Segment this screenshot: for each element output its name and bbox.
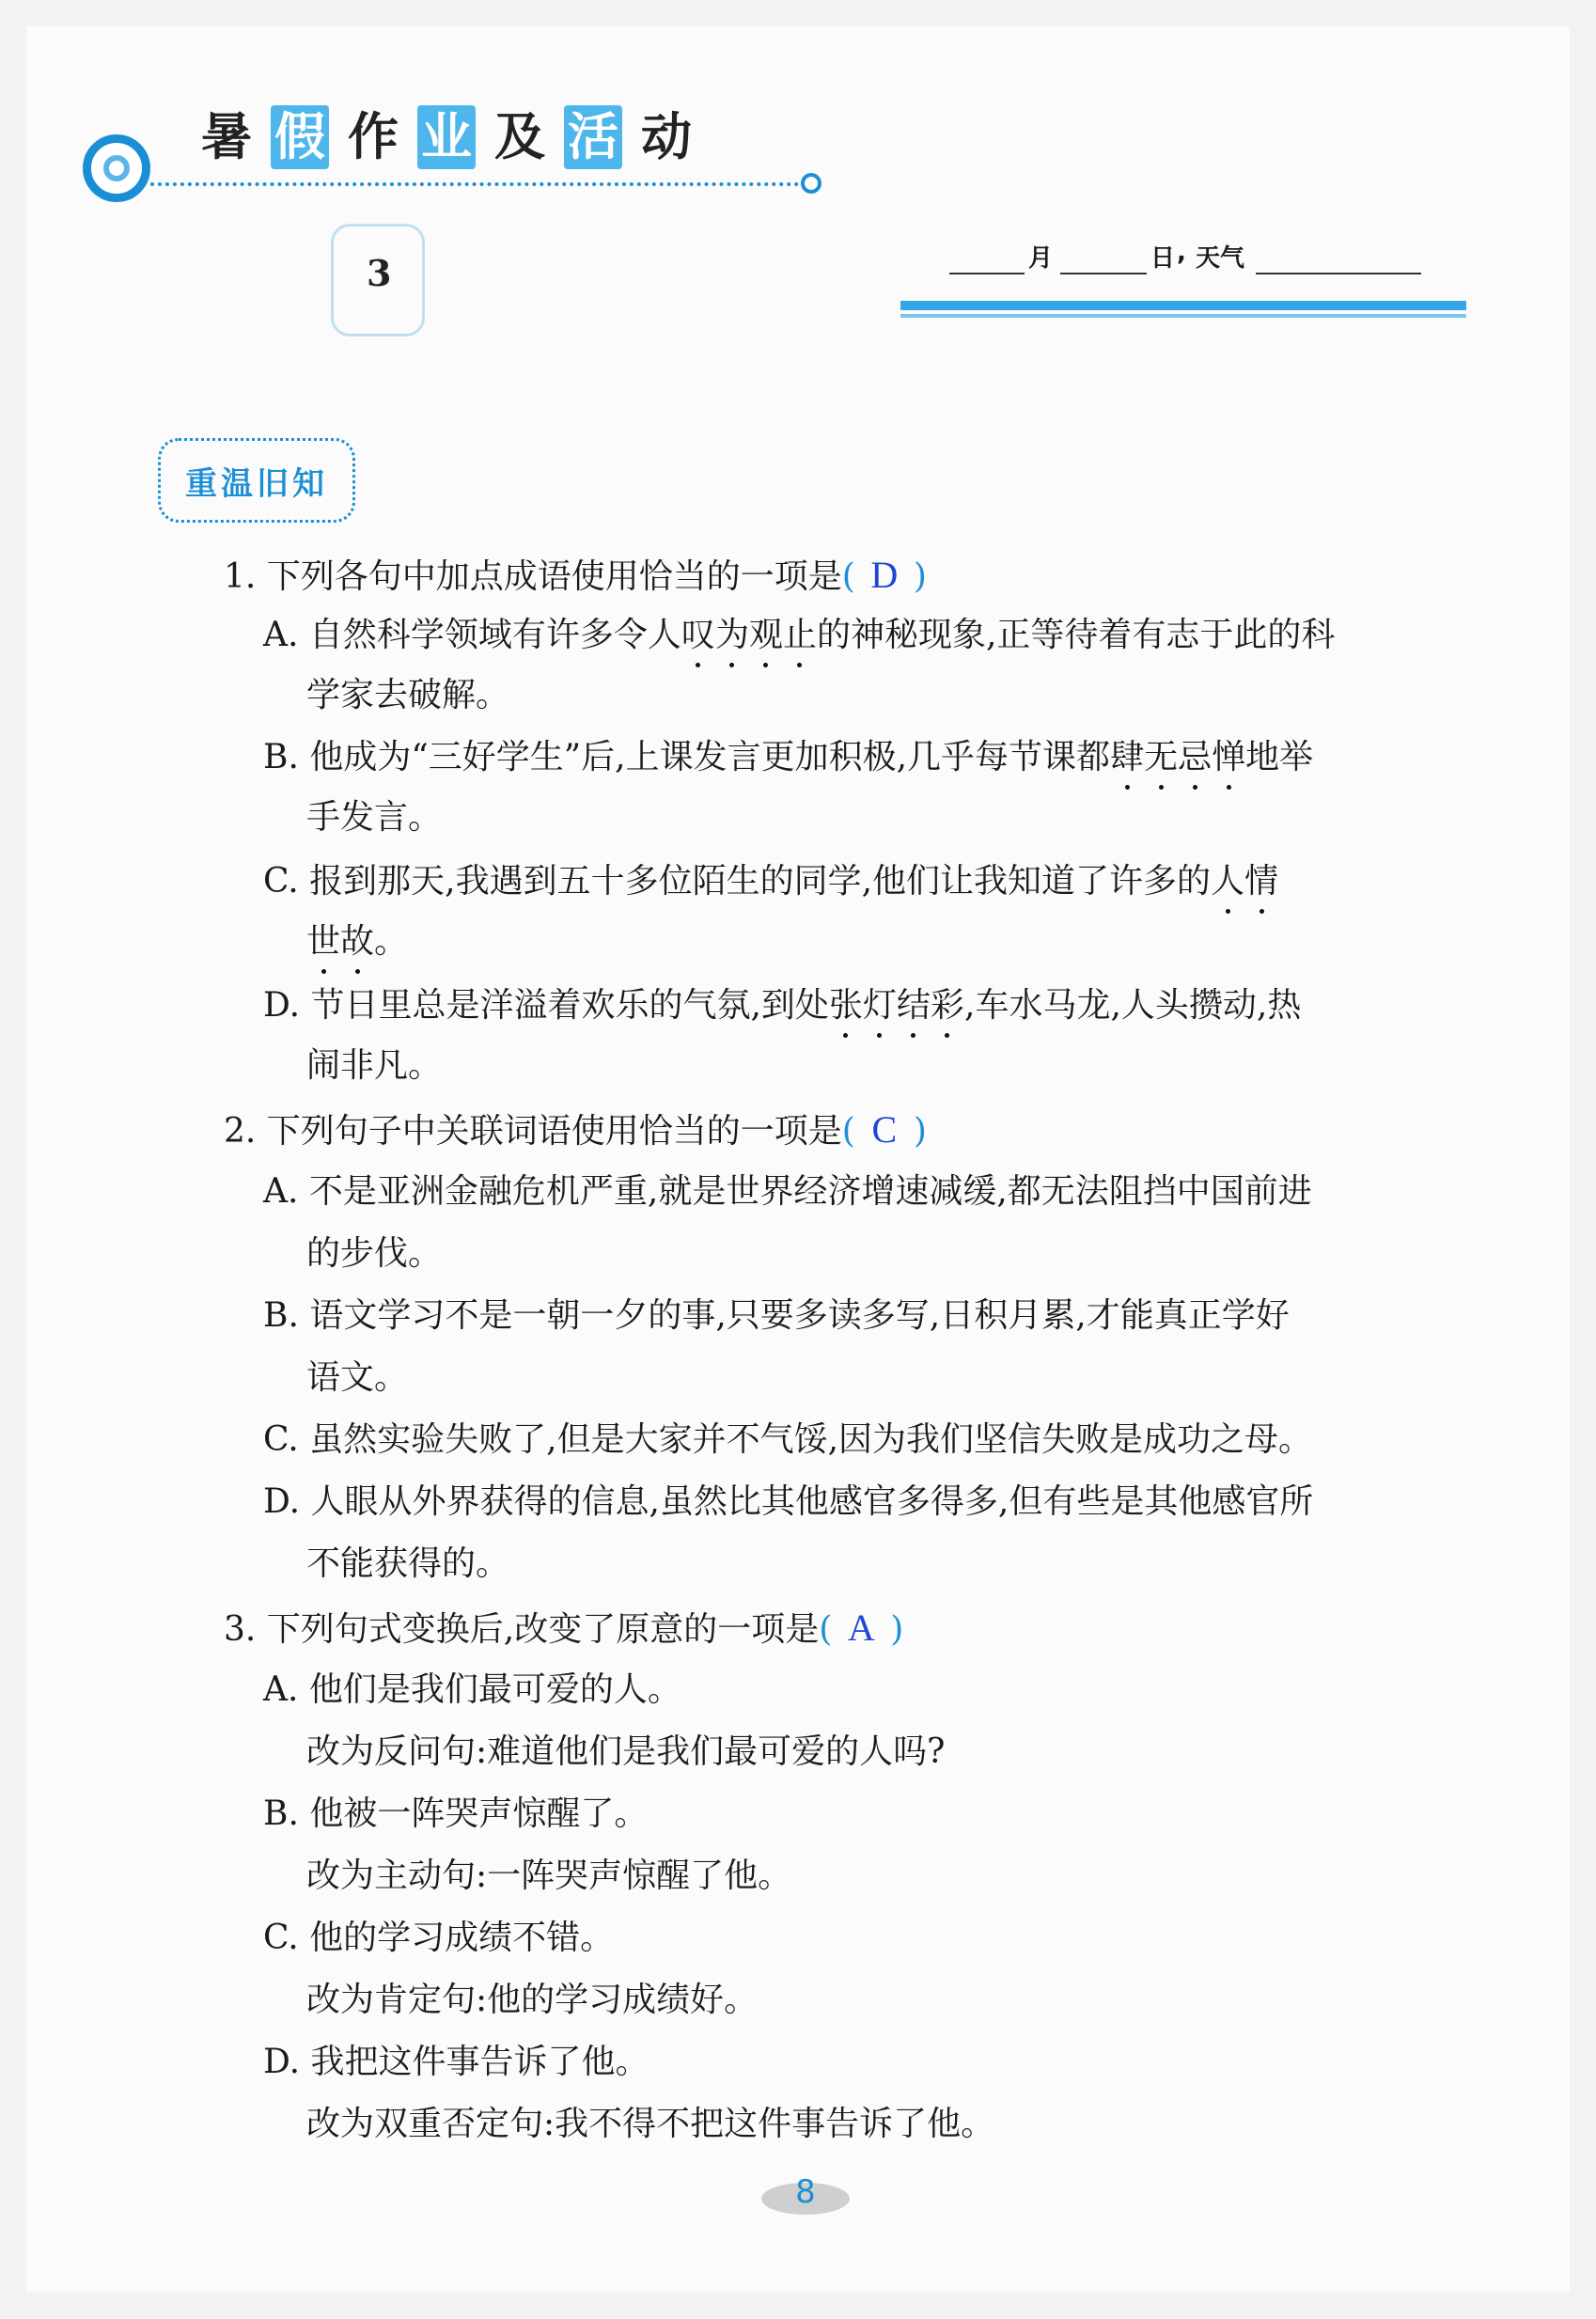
answer: C	[871, 1108, 898, 1151]
workbook-page	[26, 26, 1570, 2293]
dotted-idiom	[1110, 738, 1245, 776]
option-continuation: 的步伐。	[306, 1234, 443, 1273]
option: A. 他们是我们最可爱的人。	[263, 1670, 681, 1709]
option-rewrite: 改为主动句:一阵哭声惊醒了他。	[306, 1857, 792, 1895]
title-char: 暑	[201, 107, 252, 166]
dotted-idiom	[829, 986, 964, 1025]
book-title	[197, 105, 696, 169]
option-rewrite: 改为肯定句:他的学习成绩好。	[306, 1981, 759, 2019]
emphasis-char: 灯	[863, 983, 897, 1028]
emphasis-char: 彩	[931, 983, 964, 1028]
title-char: 假	[271, 105, 329, 169]
emphasis-char: 世	[306, 919, 340, 964]
title-char: 业	[417, 105, 476, 169]
title-char: 及	[494, 107, 545, 166]
answer: A	[847, 1606, 875, 1649]
day-blank[interactable]	[1060, 273, 1147, 274]
question-stem: 1. 下列各句中加点成语使用恰当的一项是( D )	[224, 554, 927, 596]
emphasis-char: 结	[897, 983, 931, 1028]
option: D. 节日里总是洋溢着欢乐的气氛,到处张灯结彩,车水马龙,人头攒动,热	[263, 983, 1301, 1028]
option: B. 他被一阵哭声惊醒了。	[263, 1794, 649, 1833]
emphasis-char: 叹	[681, 613, 715, 658]
option: D. 我把这件事告诉了他。	[263, 2043, 649, 2081]
title-char: 作	[348, 107, 399, 166]
emphasis-char: 肆	[1110, 735, 1144, 780]
option: B. 语文学习不是一朝一夕的事,只要多读多写,日积月累,才能真正学好	[263, 1296, 1290, 1335]
question-stem: 3. 下列句式变换后,改变了原意的一项是( A )	[224, 1606, 904, 1649]
option-continuation: 世故。	[306, 919, 408, 964]
option: C. 报到那天,我遇到五十多位陌生的同学,他们让我知道了许多的人情	[263, 859, 1278, 904]
emphasis-char: 故	[340, 919, 374, 964]
day-label: 日	[1150, 244, 1176, 273]
option: A. 不是亚洲金融危机严重,就是世界经济增速减缓,都无法阻挡中国前进	[263, 1172, 1312, 1211]
weather-blank[interactable]	[1256, 273, 1421, 274]
emphasis-char: 观	[749, 613, 783, 658]
logo-circle-icon	[83, 134, 150, 202]
dotted-idiom	[681, 616, 817, 654]
emphasis-char: 张	[829, 983, 863, 1028]
date-weather-line: 月 日 , 天气	[949, 235, 1419, 273]
emphasis-char: 无	[1144, 735, 1178, 780]
section-title: 重温旧知	[158, 438, 355, 523]
month-label: 月	[1028, 244, 1054, 273]
emphasis-char: 为	[715, 613, 749, 658]
option-continuation: 语文。	[306, 1358, 409, 1397]
option-continuation: 闹非凡。	[306, 1046, 443, 1085]
option-rewrite: 改为反问句:难道他们是我们最可爱的人吗?	[306, 1732, 946, 1771]
weather-label: 天气	[1196, 244, 1245, 273]
option: C. 他的学习成绩不错。	[263, 1919, 615, 1957]
emphasis-char: 忌	[1178, 735, 1212, 780]
question-stem: 2. 下列句子中关联词语使用恰当的一项是( C )	[224, 1108, 927, 1151]
option: C. 虽然实验失败了,但是大家并不气馁,因为我们坚信失败是成功之母。	[263, 1420, 1313, 1459]
page-number: 8	[795, 2173, 816, 2211]
option-continuation: 手发言。	[306, 798, 443, 837]
option: A. 自然科学领域有许多令人叹为观止的神秘现象,正等待着有志于此的科	[263, 613, 1335, 658]
rule-end-circle-icon	[801, 173, 821, 194]
header-blue-bar-thin	[900, 314, 1466, 318]
lesson-number: 3	[367, 252, 392, 294]
title-char: 动	[641, 107, 692, 166]
option-continuation: 不能获得的。	[306, 1544, 510, 1583]
month-blank[interactable]	[949, 273, 1025, 274]
emphasis-char: 情	[1244, 859, 1278, 904]
option-rewrite: 改为双重否定句:我不得不把这件事告诉了他。	[306, 2105, 995, 2143]
title-char: 活	[564, 105, 622, 169]
header-blue-bar	[900, 301, 1466, 310]
emphasis-char: 止	[783, 613, 817, 658]
header-dotted-rule	[150, 182, 806, 186]
dotted-idiom	[1211, 862, 1278, 901]
emphasis-char: 惮	[1212, 735, 1245, 780]
option: D. 人眼从外界获得的信息,虽然比其他感官多得多,但有些是其他感官所	[263, 1482, 1314, 1521]
option: B. 他成为“三好学生”后,上课发言更加积极,几乎每节课都肆无忌惮地举	[263, 735, 1313, 780]
answer: D	[870, 554, 899, 596]
emphasis-char: 人	[1211, 859, 1244, 904]
option-continuation: 学家去破解。	[306, 676, 510, 714]
